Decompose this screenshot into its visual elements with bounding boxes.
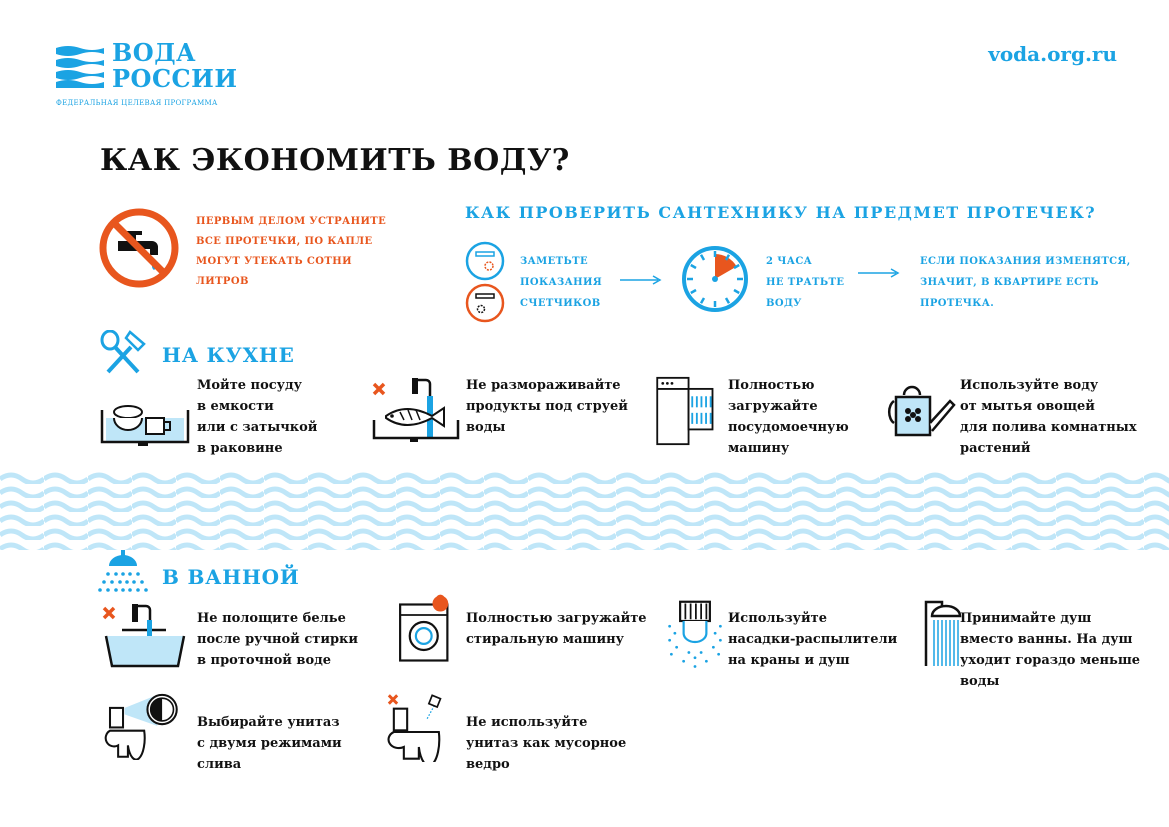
dishwasher-icon [650,376,740,446]
no-leak-faucet-icon [98,207,180,289]
check-step-3: ЕСЛИ ПОКАЗАНИЯ ИЗМЕНЯТСЯ, ЗНАЧИТ, В КВАРТИРЕ ЕСТЬ ПРОТЕЧКА. [920,256,1131,309]
kitchen-title: НА КУХНЕ [162,343,295,367]
kitchen-tip-4: Используйте воду от мытья овощей для полива комнатных растений [960,378,1137,456]
water-meter-orange-icon [465,283,505,323]
arrow-right-icon [620,275,662,285]
check-title: КАК ПРОВЕРИТЬ САНТЕХНИКУ НА ПРЕДМЕТ ПРОТЕЧЕК? [465,203,1097,222]
arrow-right-icon [858,268,900,278]
bath-tip-1: Не полощите белье после ручной стирки в проточной воде [197,611,359,668]
leak-notice: ПЕРВЫМ ДЕЛОМ УСТРАНИТЕ ВСЕ ПРОТЕЧКИ, ПО КАПЛЕ МОГУТ УТЕКАТЬ СОТНИ ЛИТРОВ [196,216,387,287]
dual-flush-toilet-icon [100,690,190,760]
waves-decoration [0,470,1169,550]
bath-tip-3: Используйте насадки-распылители на краны и душ [728,611,898,668]
site-link[interactable]: voda.org.ru [988,42,1117,66]
logo-title: ВОДА РОССИИ [112,38,238,93]
logo-waves-icon [56,44,104,88]
bath-tip-4: Принимайте душ вместо ванны. На душ уходит гораздо меньше воды [960,611,1141,689]
clock-icon [680,244,750,314]
no-rinse-basin-icon [100,600,190,670]
spoon-fork-icon [98,330,148,374]
bath-tip-6: Не используйте унитаз как мусорное ведро [466,715,627,772]
kitchen-tip-3: Полностью загружайте посудомоечную машину [728,378,849,456]
dishes-in-basin-icon [100,388,190,458]
washing-machine-icon [384,594,474,664]
page-title: КАК ЭКОНОМИТЬ ВОДУ? [100,143,570,178]
fish-under-tap-icon [370,376,460,446]
no-trash-toilet-icon [378,692,468,762]
kitchen-tip-2: Не размораживайте продукты под струей воды [466,378,628,435]
check-step-1: ЗАМЕТЬТЕ ПОКАЗАНИЯ СЧЕТЧИКОВ [520,256,603,309]
watering-can-icon [878,374,968,444]
spray-nozzle-icon [650,600,740,670]
kitchen-tip-1: Мойте посуду в емкости или с затычкой в раковине [197,378,318,456]
bath-tip-2: Полностью загружайте стиральную машину [466,611,647,647]
bath-tip-5: Выбирайте унитаз с двумя режимами слива [197,715,342,772]
water-meter-blue-icon [465,241,505,281]
bathroom-title: В ВАННОЙ [162,565,300,589]
shower-icon [98,550,148,594]
check-step-2: 2 ЧАСА НЕ ТРАТЬТЕ ВОДУ [766,256,845,309]
logo-subtitle: ФЕДЕРАЛЬНАЯ ЦЕЛЕВАЯ ПРОГРАММА [56,99,218,107]
